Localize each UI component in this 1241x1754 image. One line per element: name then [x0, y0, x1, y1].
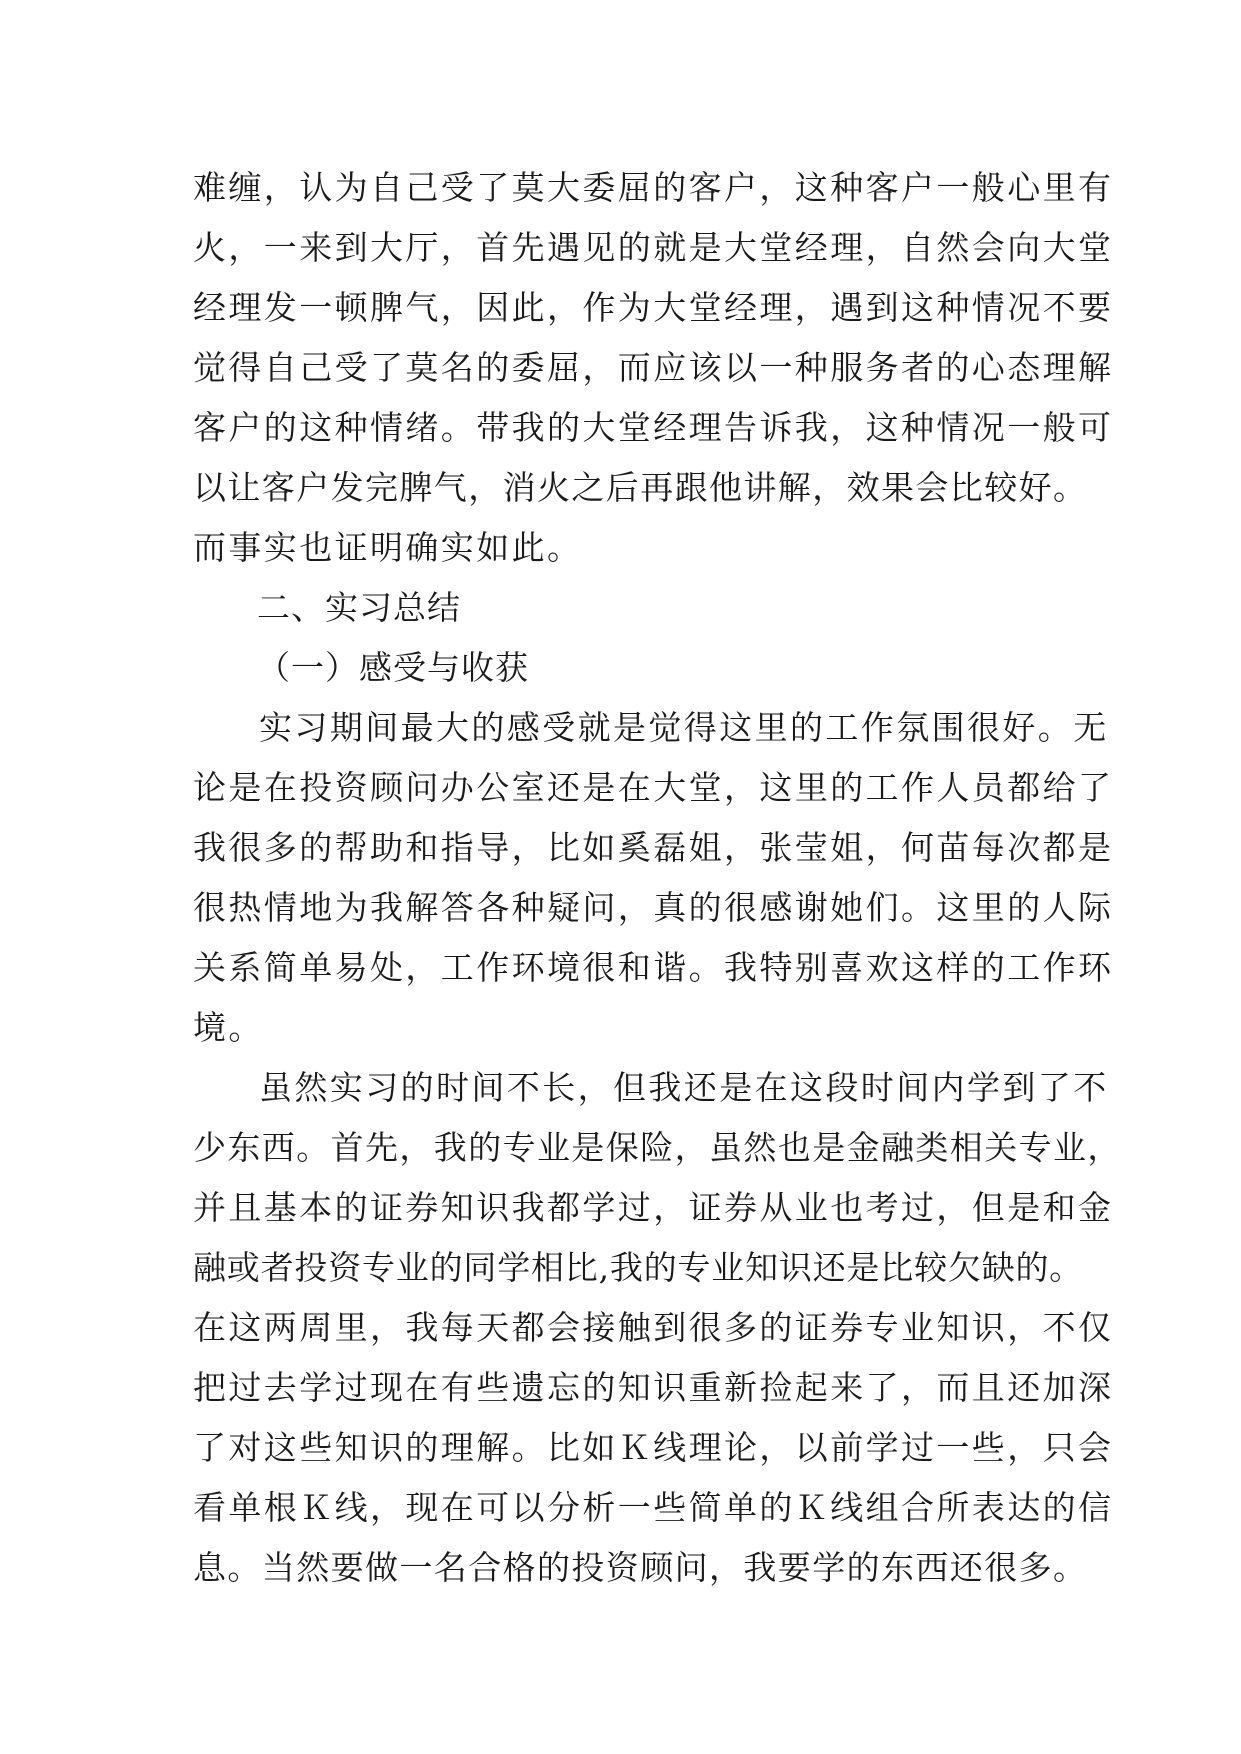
text-line: 论是在投资顾问办公室还是在大堂，这里的工作人员都给了	[193, 768, 1114, 807]
text-line: 以让客户发完脾气，消火之后再跟他讲解，效果会比较好。	[193, 468, 1088, 507]
text-line: 融或者投资专业的同学相比,我的专业知识还是比较欠缺的。	[193, 1248, 1084, 1287]
text-line: 把过去学过现在有些遗忘的知识重新捡起来了，而且还加深	[193, 1368, 1114, 1407]
text-line: 经理发一顿脾气，因此，作为大堂经理，遇到这种情况不要	[193, 288, 1114, 327]
text-line: 关系简单易处，工作环境很和谐。我特别喜欢这样的工作环	[193, 948, 1114, 987]
text-line: 境。	[193, 1008, 264, 1047]
text-line: 我很多的帮助和指导，比如奚磊姐，张莹姐，何苗每次都是	[193, 828, 1114, 867]
paragraph-first-line: 虽然实习的时间不长，但我还是在这段时间内学到了不	[259, 1068, 1109, 1107]
text-line: 难缠，认为自己受了莫大委屈的客户，这种客户一般心里有	[193, 168, 1114, 207]
text-line: 少东西。首先，我的专业是保险，虽然也是金融类相关专业，	[193, 1128, 1122, 1167]
text-line: 火，一来到大厅，首先遇见的就是大堂经理，自然会向大堂	[193, 228, 1114, 267]
text-line: 很热情地为我解答各种疑问，真的很感谢她们。这里的人际	[193, 888, 1114, 927]
section-heading: 二、实习总结	[257, 588, 461, 627]
paragraph-first-line: 实习期间最大的感受就是觉得这里的工作氛围很好。无	[259, 708, 1109, 747]
subsection-heading: （一）感受与收获	[257, 648, 529, 687]
text-line: 了对这些知识的理解。比如Ｋ线理论，以前学过一些，只会	[193, 1428, 1114, 1467]
text-line: 看单根Ｋ线，现在可以分析一些简单的Ｋ线组合所表达的信	[193, 1488, 1114, 1527]
text-line: 客户的这种情绪。带我的大堂经理告诉我，这种情况一般可	[193, 408, 1114, 447]
text-line: 息。当然要做一名合格的投资顾问，我要学的东西还很多。	[193, 1548, 1088, 1587]
text-line: 并且基本的证券知识我都学过，证券从业也考过，但是和金	[193, 1188, 1114, 1227]
text-line: 觉得自己受了莫名的委屈，而应该以一种服务者的心态理解	[193, 348, 1114, 387]
text-line: 而事实也证明确实如此。	[193, 528, 583, 567]
document-body	[193, 158, 1122, 1598]
text-line: 在这两周里，我每天都会接触到很多的证券专业知识，不仅	[193, 1308, 1114, 1347]
